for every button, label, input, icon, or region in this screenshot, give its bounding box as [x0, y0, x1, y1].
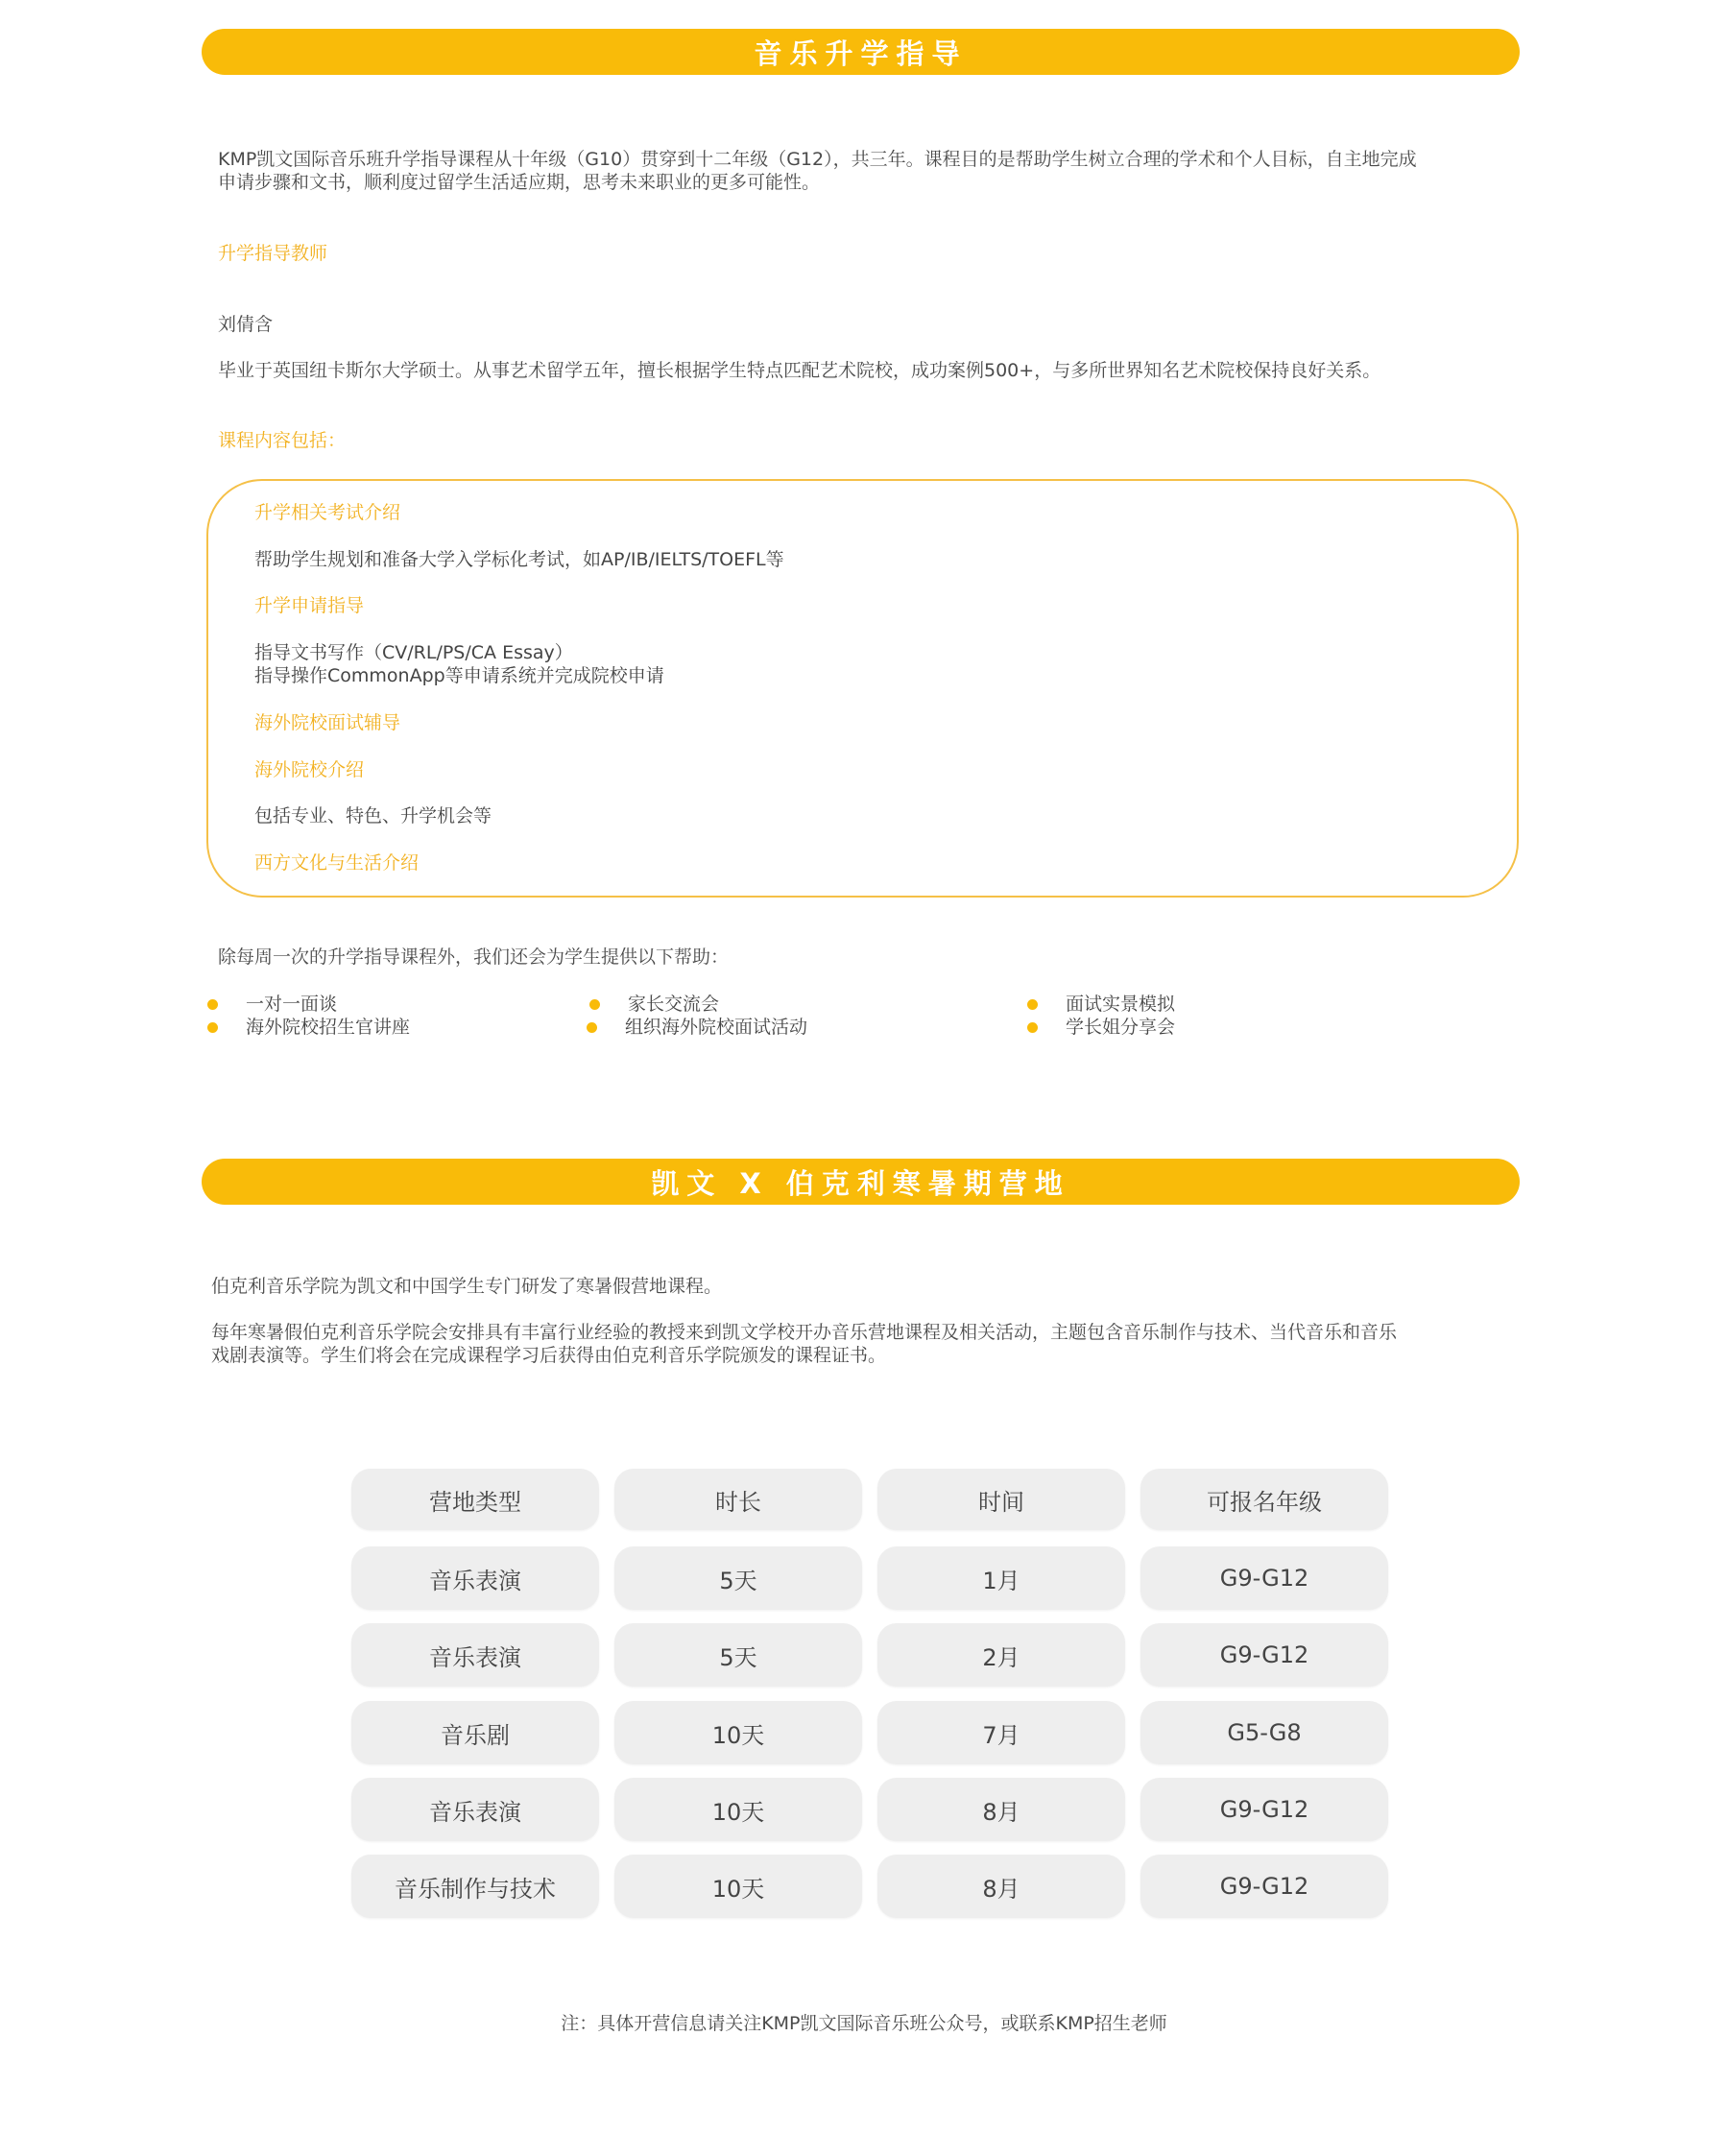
extra-help-intro: 除每周一次的升学指导课程外，我们还会为学生提供以下帮助：	[218, 946, 730, 968]
course-heading: 课程内容包括：	[218, 430, 347, 451]
help-item: 家长交流会	[628, 994, 720, 1015]
table-cell: 5天	[614, 1623, 862, 1687]
course-item-title: 升学申请指导	[254, 595, 365, 616]
guidance-intro-line1: KMP凯文国际音乐班升学指导课程从十年级（G10）贯穿到十二年级（G12），共三年。课程目的是帮助学生树立合理的学术和个人目标，自主地完成	[218, 149, 1417, 170]
table-cell: G5-G8	[1140, 1701, 1388, 1764]
teacher-name: 刘倩含	[218, 314, 274, 335]
table-cell: 7月	[877, 1701, 1125, 1764]
table-cell: 音乐制作与技术	[351, 1855, 599, 1918]
table-cell: G9-G12	[1140, 1623, 1388, 1687]
camp-intro-2-line1: 每年寒暑假伯克利音乐学院会安排具有丰富行业经验的教授来到凯文学校开办音乐营地课程及相关活动，主题包含音乐制作与技术、当代音乐和音乐	[211, 1322, 1398, 1343]
table-cell: G9-G12	[1140, 1778, 1388, 1841]
table-cell: 音乐表演	[351, 1546, 599, 1610]
course-item-desc: 包括专业、特色、升学机会等	[254, 805, 492, 826]
camp-intro-2	[211, 1321, 1526, 1367]
table-cell: 音乐表演	[351, 1778, 599, 1841]
table-cell: 音乐表演	[351, 1623, 599, 1687]
guidance-intro	[218, 148, 1524, 194]
course-item-title: 西方文化与生活介绍	[254, 852, 420, 874]
guidance-section-header	[202, 29, 1520, 75]
camp-section-header	[202, 1159, 1520, 1205]
table-header-cell: 可报名年级	[1140, 1469, 1388, 1530]
table-header-cell: 时间	[877, 1469, 1125, 1530]
help-item: 组织海外院校面试活动	[625, 1017, 808, 1038]
course-item-title: 海外院校面试辅导	[254, 712, 401, 733]
help-item: 面试实景模拟	[1066, 994, 1176, 1015]
table-cell: G9-G12	[1140, 1546, 1388, 1610]
course-item-desc: 指导文书写作（CV/RL/PS/CA Essay）	[254, 642, 573, 663]
course-content-box	[206, 479, 1519, 898]
course-item-title: 升学相关考试介绍	[254, 502, 401, 523]
table-cell: 10天	[614, 1701, 862, 1764]
camp-title: 凯文 X 伯克利寒暑期营地	[651, 1166, 1070, 1200]
table-cell: 8月	[877, 1778, 1125, 1841]
course-item-desc: 帮助学生规划和准备大学入学标化考试，如AP/IB/IELTS/TOEFL等	[254, 549, 784, 570]
table-cell: G9-G12	[1140, 1855, 1388, 1918]
table-cell: 1月	[877, 1546, 1125, 1610]
table-cell: 2月	[877, 1623, 1125, 1687]
guidance-title: 音乐升学指导	[754, 36, 968, 70]
table-header-cell: 时长	[614, 1469, 862, 1530]
guidance-intro-line2: 申请步骤和文书，顺利度过留学生活适应期，思考未来职业的更多可能性。	[218, 172, 821, 193]
course-item-desc: 指导操作CommonApp等申请系统并完成院校申请	[254, 665, 664, 686]
table-cell: 10天	[614, 1855, 862, 1918]
table-cell: 5天	[614, 1546, 862, 1610]
camp-intro-2-line2: 戏剧表演等。学生们将会在完成课程学习后获得由伯克利音乐学院颁发的课程证书。	[211, 1345, 887, 1366]
help-item: 学长姐分享会	[1066, 1017, 1176, 1038]
teacher-heading: 升学指导教师	[218, 243, 328, 264]
help-item: 海外院校招生官讲座	[246, 1017, 411, 1038]
course-item-title: 海外院校介绍	[254, 759, 365, 780]
teacher-bio: 毕业于英国纽卡斯尔大学硕士。从事艺术留学五年，擅长根据学生特点匹配艺术院校，成功案例500+，与多所世界知名艺术院校保持良好关系。	[218, 360, 1381, 381]
table-cell: 10天	[614, 1778, 862, 1841]
table-cell: 8月	[877, 1855, 1125, 1918]
camp-note: 注：具体开营信息请关注KMP凯文国际音乐班公众号，或联系KMP招生老师	[561, 2013, 1167, 2034]
camp-intro-1: 伯克利音乐学院为凯文和中国学生专门研发了寒暑假营地课程。	[211, 1276, 723, 1297]
help-item: 一对一面谈	[246, 994, 338, 1015]
table-header-cell: 营地类型	[351, 1469, 599, 1530]
table-cell: 音乐剧	[351, 1701, 599, 1764]
